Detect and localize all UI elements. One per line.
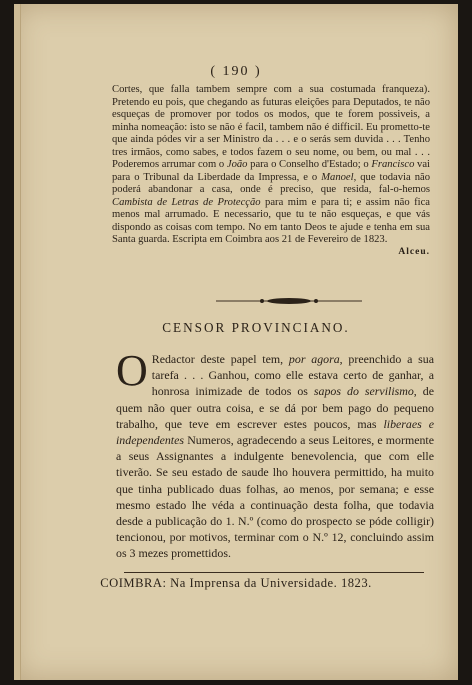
censor-text: , preenchido a sua tarefa . . . Ganhou, como elle estava certo de ganhar, a honrosa inimizade de todos os <box>151 352 434 399</box>
letter-text: , que todavia não poderá abandonar a casa, onde é preciso, que resida, fal-o-hemos <box>112 171 430 195</box>
letter-text: Cortes, que falla tambem sempre com a sua costumada franqueza). Pretendo eu pois, que chegando as futuras eleições para Deputados, te não esqueças de promover por todos os modos, que te forem possiveis, a minha nomeação: isto se não é facil, tambem não é difficil. Eu prometto-te que ainda pódes vir a ser Ministro da . . . e o serás sem duvida . . . Tenho tres irmãos, como sabes, e todos fazem o seu nome, ou bem, ou mal . . . Poderemos arrumar com o <box>112 84 430 170</box>
letter-paragraph <box>112 84 430 247</box>
name-francisco: Francisco <box>371 159 415 170</box>
letter-text-block <box>112 84 430 258</box>
censor-text: Numeros, agradecendo a seus Leitores, e mormente a seus Assignantes a indulgente benevolencia, que com elle tiverão. Se seu estado de saude lho houvera permittido, ha muito que tinha publicado duas folhas, ao menos, por semana; e esse mesmo estado lhe véda a continuação desta folha, que todavia desde a publicação do 1. N.º (como do prospecto se póde colligir) tencionou, por motivos, terminar com o N.º 12, concluindo assim os 3 mezes promettidos. <box>116 433 434 561</box>
censor-text: Redactor deste papel tem, <box>151 352 289 366</box>
section-heading <box>14 320 458 336</box>
name-manoel: Manoel <box>321 171 354 183</box>
book-page <box>14 4 458 680</box>
censor-text-block <box>116 346 434 562</box>
imprint-line: COIMBRA: Na Imprensa da Universidade. 1823. <box>100 576 372 590</box>
drop-cap: O <box>116 346 148 395</box>
letter-signature: Alceu. <box>398 246 430 257</box>
ornamental-divider-icon <box>214 294 364 308</box>
name-joao: João <box>226 159 248 170</box>
phrase-liberaes: liberaes e independentes <box>116 416 434 448</box>
section-heading-text: CENSOR PROVINCIANO. <box>162 320 350 335</box>
letter-text: para mim e para ti; e assim não fica menos mal arrumado. E necessario, que tu te não esqueças, e que vás dispondo as coisas com tempo. No em tanto Deos te ajude e tenha em sua Santa guarda. Escripta em Coimbra aos 21 de Fevereiro de 1823. <box>112 196 430 245</box>
phrase-sapos: sapos do servilismo <box>313 384 414 399</box>
imprint-rule <box>124 572 424 573</box>
censor-text: , de quem não quer outra coisa, e se dá por bem pago do pequeno trabalho, que teve em escrever estes poucos, mas <box>116 384 434 431</box>
letter-text: vai para o Tribunal da Liberdade da Impressa, e o <box>112 159 431 183</box>
letter-text: para o Conselho d'Estado; o <box>247 159 372 170</box>
office-title: Cambista de Letras de Protecção <box>112 196 261 208</box>
censor-paragraph <box>116 346 434 562</box>
phrase-por-agora: por agora <box>288 352 340 366</box>
page-number: ( 190 ) <box>210 64 262 79</box>
